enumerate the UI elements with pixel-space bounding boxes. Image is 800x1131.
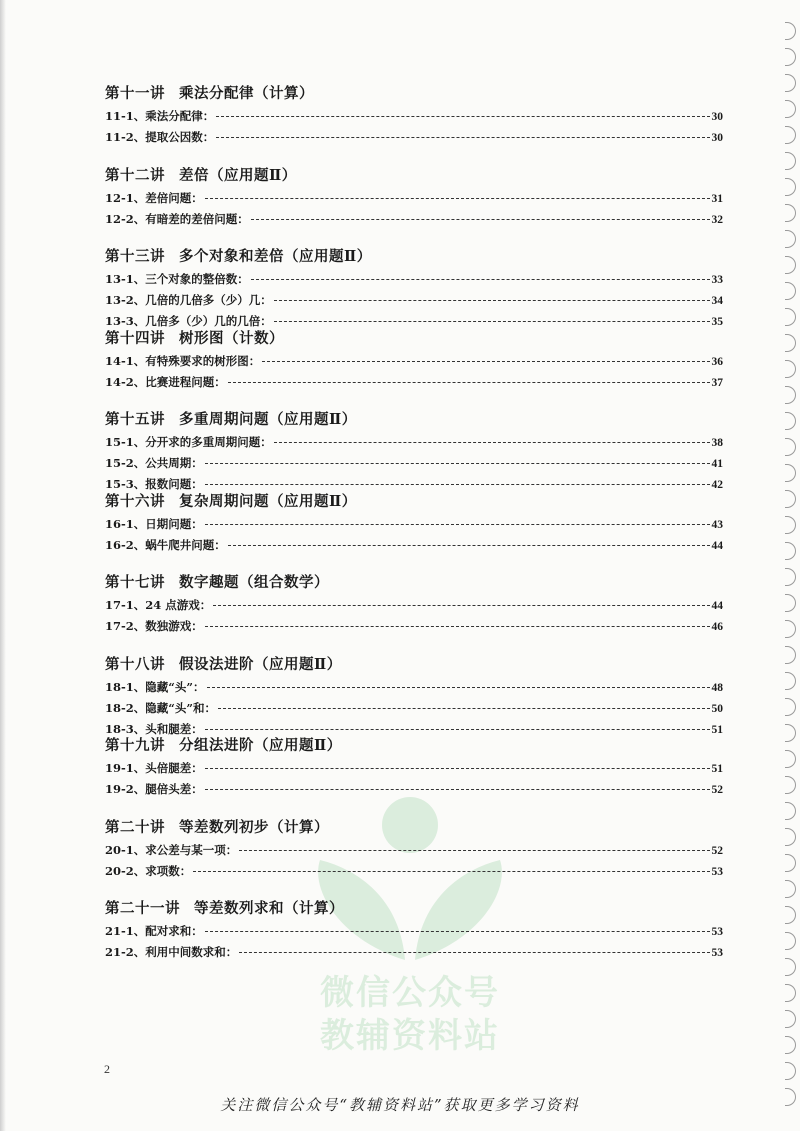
toc-page-number: 52 [711, 844, 723, 857]
section-heading [105, 164, 723, 188]
toc-entry-text: 13-1、三个对象的整倍数： [105, 272, 249, 286]
binding-ring [785, 204, 796, 222]
binding-ring [785, 646, 796, 664]
watermark-line-1: 微信公众号 [320, 973, 500, 1013]
section-heading [105, 490, 723, 514]
section-number: 第十七讲 [105, 574, 165, 591]
toc-entry[interactable] [105, 677, 723, 698]
binding-ring [785, 74, 796, 92]
toc-section [105, 164, 723, 246]
binding-ring [785, 1062, 796, 1080]
toc-entry-text: 21-2、利用中间数求和： [105, 945, 238, 959]
toc-entry-text: 12-2、有暗差的差倍问题： [105, 211, 249, 226]
toc-page-number: 44 [711, 600, 723, 612]
toc-page-number: 46 [711, 621, 723, 633]
binding-ring [785, 568, 796, 586]
section-number: 第二十一讲 [105, 900, 180, 917]
dash-leader [216, 116, 709, 117]
toc-entry[interactable] [105, 779, 723, 800]
toc-entry[interactable] [105, 535, 723, 556]
toc-section [105, 82, 723, 164]
toc-entry-text: 12-1、差倍问题： [105, 190, 203, 205]
dash-leader [213, 605, 709, 606]
section-heading [105, 245, 723, 269]
toc-page-number: 35 [711, 316, 723, 328]
toc-entry[interactable] [105, 595, 723, 616]
dash-leader [216, 137, 709, 138]
table-of-contents [105, 82, 723, 979]
spiral-binding [774, 22, 796, 1112]
toc-entry-text: 11-1、乘法分配律： [105, 109, 215, 123]
toc-entry-text: 13-2、几倍的几倍多（少）几： [105, 293, 272, 307]
section-heading [105, 82, 723, 106]
binding-ring [785, 360, 796, 378]
toc-section [105, 653, 723, 735]
toc-entry-text: 18-2、隐藏“头”和： [105, 700, 217, 715]
binding-ring [785, 802, 796, 820]
section-number: 第十六讲 [105, 492, 165, 510]
section-heading [105, 734, 723, 758]
section-title: 多个对象和差倍（应用题Ⅱ） [179, 248, 372, 265]
dash-leader [228, 545, 710, 546]
toc-entry[interactable] [105, 861, 723, 882]
binding-ring [785, 386, 796, 404]
binding-ring [785, 776, 796, 794]
toc-page-number: 51 [711, 723, 723, 736]
toc-entry-text: 20-2、求项数： [105, 863, 192, 878]
binding-ring [785, 334, 796, 352]
toc-page-number: 31 [711, 192, 723, 205]
section-heading [105, 571, 723, 595]
binding-ring [785, 698, 796, 716]
toc-section [105, 816, 723, 898]
toc-entry-text: 16-2、蜗牛爬井问题： [105, 537, 226, 552]
toc-entry[interactable] [105, 351, 723, 372]
section-title: 等差数列初步（计算） [179, 818, 329, 836]
toc-entry[interactable] [105, 840, 723, 861]
page-edge-shadow [0, 0, 6, 1131]
toc-section [105, 571, 723, 653]
dash-leader [205, 768, 710, 769]
section-number: 第十二讲 [105, 166, 165, 184]
toc-page-number: 50 [711, 702, 723, 715]
binding-ring [785, 958, 796, 976]
binding-ring [785, 438, 796, 456]
section-number: 第十九讲 [105, 737, 165, 754]
section-title: 假设法进阶（应用题Ⅱ） [179, 655, 342, 673]
toc-entry[interactable] [105, 432, 723, 453]
toc-entry[interactable] [105, 127, 723, 148]
toc-entry-text: 17-1、24 点游戏： [105, 598, 212, 612]
binding-ring [785, 724, 796, 742]
binding-ring [785, 854, 796, 872]
binding-ring [785, 542, 796, 560]
section-heading [105, 327, 723, 351]
dash-leader [205, 931, 710, 932]
dash-leader [205, 484, 710, 485]
toc-page-number: 32 [711, 213, 723, 226]
toc-entry[interactable] [105, 758, 723, 779]
toc-entry[interactable] [105, 514, 723, 535]
toc-page-number: 53 [711, 865, 723, 878]
section-number: 第十五讲 [105, 411, 165, 428]
dash-leader [228, 382, 710, 383]
toc-entry-text: 14-1、有特殊要求的树形图： [105, 353, 261, 368]
dash-leader [207, 687, 710, 688]
dash-leader [262, 361, 709, 362]
binding-ring [785, 932, 796, 950]
page-number: 2 [104, 1062, 110, 1076]
toc-entry[interactable] [105, 188, 723, 209]
toc-entry-text: 18-1、隐藏“头”： [105, 679, 205, 694]
toc-page-number: 30 [711, 111, 723, 123]
section-number: 第十一讲 [105, 85, 165, 102]
binding-ring [785, 984, 796, 1002]
toc-entry-text: 15-3、报数问题： [105, 477, 203, 491]
footer-note: 关注微信公众号“教辅资料站”获取更多学习资料 [220, 1096, 580, 1114]
section-title: 分组法进阶（应用题Ⅱ） [179, 737, 342, 754]
toc-entry-text: 19-1、头倍腿差： [105, 761, 203, 775]
section-title: 乘法分配律（计算） [179, 85, 314, 102]
toc-entry[interactable] [105, 372, 723, 393]
toc-entry-text: 20-1、求公差与某一项： [105, 842, 238, 857]
toc-entry[interactable] [105, 209, 723, 230]
binding-ring [785, 48, 796, 66]
toc-entry[interactable] [105, 942, 723, 963]
dash-leader [274, 442, 710, 443]
dash-leader [239, 952, 709, 953]
toc-page-number: 37 [711, 376, 723, 389]
binding-ring [785, 594, 796, 612]
binding-ring [785, 126, 796, 144]
dash-leader [239, 850, 709, 851]
toc-section [105, 327, 723, 409]
toc-entry[interactable] [105, 106, 723, 127]
dash-leader [205, 463, 710, 464]
binding-ring [785, 100, 796, 118]
toc-entry[interactable] [105, 290, 723, 311]
toc-entry[interactable] [105, 921, 723, 942]
binding-ring [785, 1036, 796, 1054]
binding-ring [785, 178, 796, 196]
dash-leader [274, 321, 710, 322]
dash-leader [251, 219, 710, 220]
dash-leader [205, 789, 710, 790]
toc-section [105, 245, 723, 327]
toc-entry-text: 15-1、分开求的多重周期问题： [105, 435, 272, 449]
toc-entry[interactable] [105, 698, 723, 719]
binding-ring [785, 828, 796, 846]
toc-page-number: 36 [711, 355, 723, 368]
binding-ring [785, 22, 796, 40]
toc-entry[interactable] [105, 453, 723, 474]
dash-leader [251, 279, 710, 280]
dash-leader [193, 871, 709, 872]
binding-ring [785, 230, 796, 248]
section-heading [105, 653, 723, 677]
toc-section [105, 408, 723, 490]
section-heading [105, 897, 723, 921]
toc-page-number: 53 [711, 947, 723, 959]
toc-entry-text: 13-3、几倍多（少）几的几倍： [105, 314, 272, 328]
toc-page-number: 38 [711, 437, 723, 449]
section-heading [105, 816, 723, 840]
toc-page-number: 34 [711, 295, 723, 307]
binding-ring [785, 1010, 796, 1028]
section-heading [105, 408, 723, 432]
toc-page-number: 43 [711, 518, 723, 531]
binding-ring [785, 490, 796, 508]
toc-entry-text: 16-1、日期问题： [105, 516, 203, 531]
binding-ring [785, 152, 796, 170]
toc-entry-text: 15-2、公共周期： [105, 456, 203, 470]
section-title: 差倍（应用题Ⅱ） [179, 166, 297, 184]
section-title: 复杂周期问题（应用题Ⅱ） [179, 492, 357, 510]
dash-leader [205, 198, 710, 199]
toc-page-number: 41 [711, 458, 723, 470]
dash-leader [274, 300, 710, 301]
section-number: 第十八讲 [105, 655, 165, 673]
binding-ring [785, 880, 796, 898]
toc-page-number: 53 [711, 926, 723, 938]
binding-ring [785, 256, 796, 274]
binding-ring [785, 308, 796, 326]
toc-section [105, 734, 723, 816]
section-number: 第二十讲 [105, 818, 165, 836]
section-number: 第十四讲 [105, 329, 165, 347]
binding-ring [785, 672, 796, 690]
toc-page-number: 33 [711, 274, 723, 286]
dash-leader [218, 708, 709, 709]
toc-entry[interactable] [105, 269, 723, 290]
toc-entry-text: 17-2、数独游戏： [105, 619, 203, 633]
binding-ring [785, 906, 796, 924]
dash-leader [205, 626, 710, 627]
binding-ring [785, 620, 796, 638]
toc-page-number: 44 [711, 539, 723, 552]
toc-page-number: 51 [711, 763, 723, 775]
toc-entry-text: 11-2、提取公因数： [105, 130, 215, 144]
toc-page-number: 52 [711, 784, 723, 796]
toc-section [105, 490, 723, 572]
toc-entry-text: 18-3、头和腿差： [105, 721, 203, 736]
section-title: 多重周期问题（应用题Ⅱ） [179, 411, 357, 428]
binding-ring [785, 464, 796, 482]
section-number: 第十三讲 [105, 248, 165, 265]
dash-leader [205, 729, 710, 730]
section-title: 数字趣题（组合数学） [179, 574, 329, 591]
toc-entry-text: 14-2、比赛进程问题： [105, 374, 226, 389]
binding-ring [785, 516, 796, 534]
binding-ring [785, 412, 796, 430]
watermark-line-2: 教辅资料站 [320, 1016, 500, 1056]
toc-entry-text: 19-2、腿倍头差： [105, 782, 203, 796]
binding-ring [785, 282, 796, 300]
toc-entry[interactable] [105, 616, 723, 637]
toc-page-number: 30 [711, 132, 723, 144]
toc-page-number: 42 [711, 479, 723, 491]
section-title: 树形图（计数） [179, 329, 284, 347]
toc-page-number: 48 [711, 681, 723, 694]
toc-section [105, 897, 723, 979]
toc-entry-text: 21-1、配对求和： [105, 924, 203, 938]
dash-leader [205, 524, 710, 525]
binding-ring [785, 750, 796, 768]
section-title: 等差数列求和（计算） [194, 900, 344, 917]
